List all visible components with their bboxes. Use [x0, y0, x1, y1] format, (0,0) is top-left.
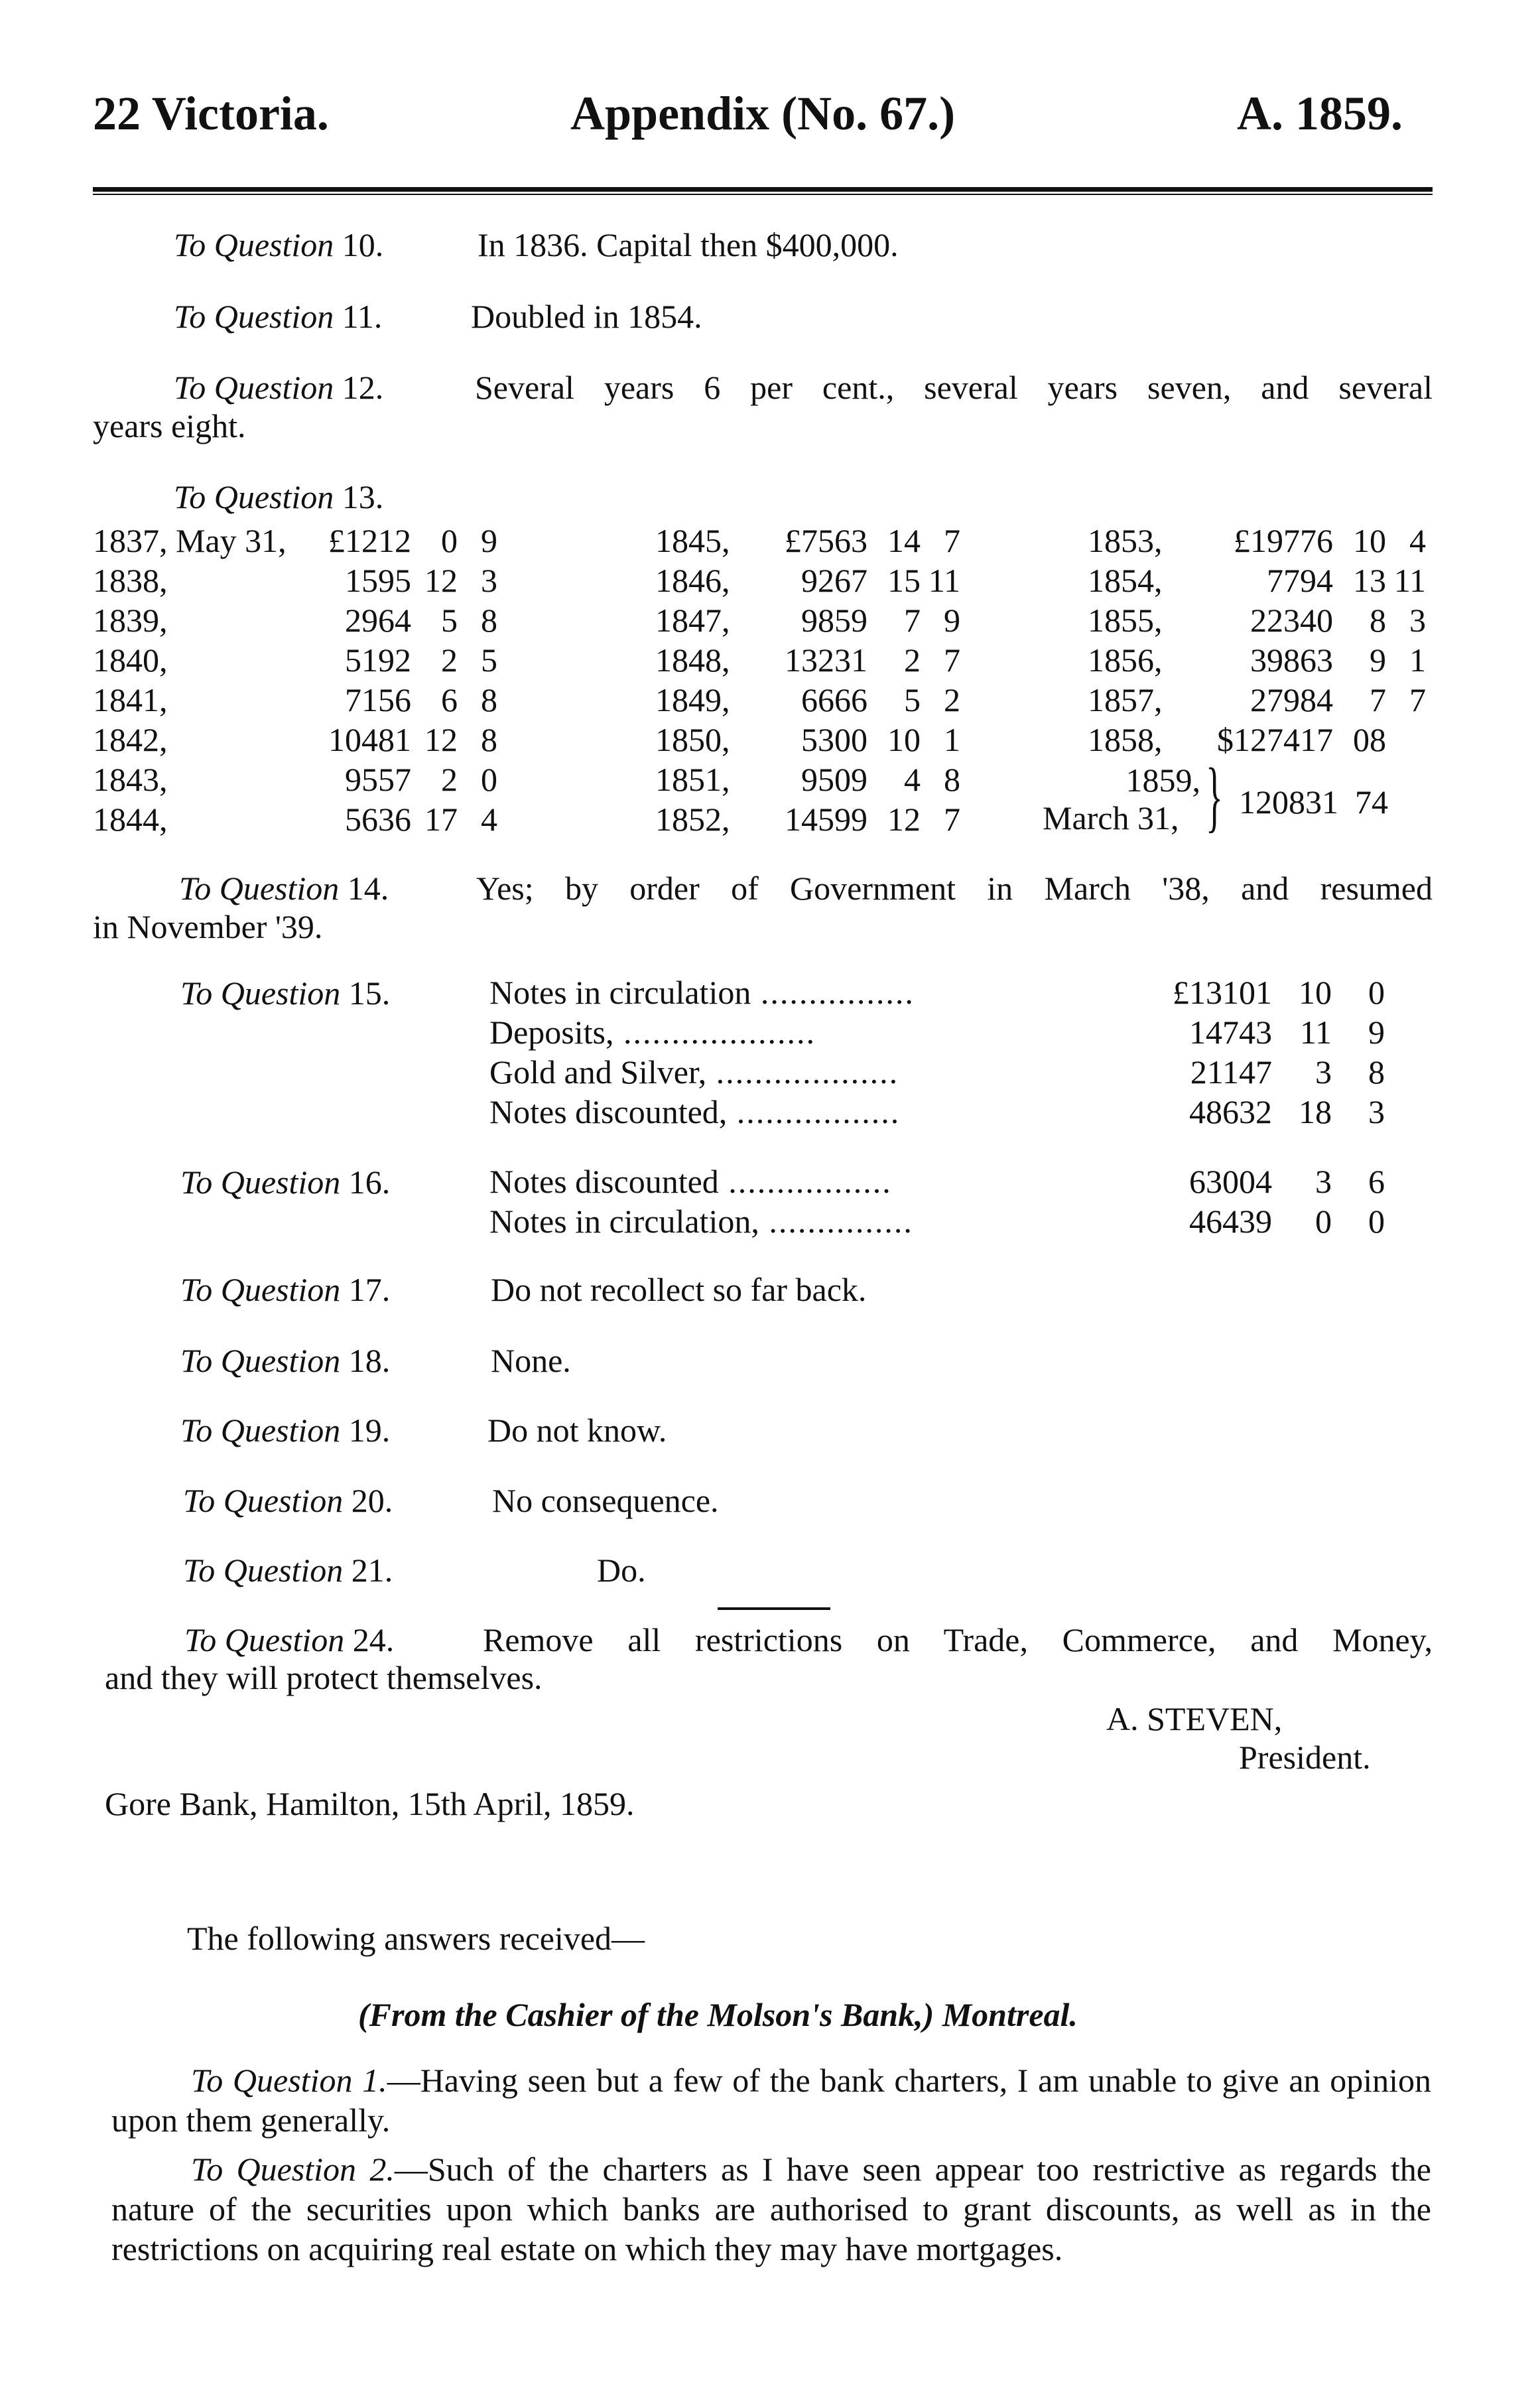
profit-shillings: 9 — [1370, 641, 1386, 679]
profit-pounds: 9509 — [801, 761, 867, 798]
profit-shillings: 5 — [904, 681, 921, 718]
profit-row — [93, 720, 497, 760]
dot-leader: ............... — [759, 1203, 913, 1240]
profit-pence — [1386, 720, 1426, 760]
question-15-label: To Question 15. — [180, 974, 391, 1012]
statement-shillings: 0 — [1315, 1203, 1332, 1240]
profit-row — [655, 600, 960, 640]
statement-row — [489, 1092, 1385, 1132]
statement-shillings: 10 — [1299, 974, 1332, 1011]
profit-pence: 8 — [481, 721, 497, 758]
dot-leader: ................. — [718, 1163, 892, 1200]
statement-label: Notes discounted — [489, 1163, 719, 1200]
profit-pounds: 9859 — [801, 602, 867, 639]
profit-pence: 1 — [1409, 641, 1426, 679]
profit-pounds: 13231 — [785, 641, 867, 679]
signature-name: A. STEVEN, — [1106, 1700, 1283, 1737]
signature-title: President. — [1239, 1739, 1371, 1776]
profit-row — [1088, 600, 1426, 640]
profit-year: 1856, — [1088, 641, 1163, 679]
question-20-label: To Question 20. — [183, 1482, 393, 1519]
header-appendix: Appendix (No. 67.) — [570, 87, 956, 140]
question-14-label: To Question 14. — [179, 870, 389, 907]
profit-pounds: 1595 — [345, 562, 411, 599]
profit-pounds: 7794 — [1267, 562, 1333, 599]
profits-last-year: 1859, — [1125, 762, 1200, 799]
profit-pounds: £19776 — [1234, 522, 1333, 559]
profit-shillings: 08 — [1353, 721, 1386, 758]
from-line: (From the Cashier of the Molson's Bank,) Montreal. — [358, 1996, 1078, 2033]
statement-pence: 0 — [1368, 1203, 1385, 1240]
profit-row — [655, 640, 960, 680]
profit-year: 1847, — [655, 602, 730, 639]
profit-row — [1088, 640, 1426, 680]
profit-pounds: 6666 — [801, 681, 867, 718]
profit-pence: 7 — [944, 522, 960, 559]
question-24-label: To Question 24. — [184, 1621, 395, 1658]
profit-pounds: £1212 — [328, 522, 411, 559]
question-21-answer: Do. — [597, 1552, 646, 1589]
profit-shillings: 2 — [441, 641, 458, 679]
statement-label: Gold and Silver, — [489, 1053, 707, 1091]
molson-answer-2: To Question 2.—Such of the charters as I have seen appear too restrictive as regards the nature of the securities upon which banks are authorised to grant discounts, as well as in the restrictions on acquiring real estate on which they may have mortgages. — [111, 2151, 1431, 2267]
profit-row — [655, 720, 960, 760]
question-13-label: To Question 13. — [174, 478, 384, 515]
question-21-label: To Question 21. — [183, 1552, 393, 1589]
profit-year: 1838, — [93, 562, 168, 599]
profit-row — [93, 680, 497, 720]
statement-pence: 3 — [1368, 1093, 1385, 1130]
question-20-answer: No consequence. — [492, 1482, 719, 1519]
profit-row — [655, 799, 960, 839]
profit-row — [93, 600, 497, 640]
profit-shillings: 12 — [424, 562, 458, 599]
question-18-answer: None. — [491, 1342, 571, 1379]
molson-answer-1: To Question 1.—Having seen but a few of the bank charters, I am unable to give an opinion upon them generally. — [111, 2062, 1432, 2139]
profit-pounds: 5636 — [345, 801, 411, 838]
statement-pounds: 48632 — [1189, 1093, 1272, 1130]
question-17-label: To Question 17. — [180, 1271, 391, 1308]
question-15-table — [489, 972, 1385, 1132]
profit-row — [1088, 561, 1426, 600]
dot-leader: ................ — [751, 974, 915, 1011]
statement-row — [489, 1201, 1385, 1241]
question-16-label: To Question 16. — [180, 1164, 391, 1201]
dot-leader: ................. — [727, 1093, 901, 1130]
profit-shillings: 7 — [1370, 681, 1386, 718]
question-10-label: To Question 10. — [174, 226, 384, 263]
profits-column-2 — [655, 521, 960, 839]
profit-pence: 7 — [1409, 681, 1426, 718]
profit-shillings: 2 — [441, 761, 458, 798]
statement-label: Notes discounted, — [489, 1093, 728, 1130]
profit-row — [93, 799, 497, 839]
statement-shillings: 18 — [1299, 1093, 1332, 1130]
question-17-answer: Do not recollect so far back. — [491, 1271, 867, 1308]
profit-year: 1846, — [655, 562, 730, 599]
profit-pounds: 39863 — [1250, 641, 1333, 679]
section-divider — [718, 1607, 830, 1610]
statement-shillings: 3 — [1315, 1053, 1332, 1091]
profit-pounds: 27984 — [1250, 681, 1333, 718]
place-date: Gore Bank, Hamilton, 15th April, 1859. — [105, 1785, 635, 1822]
profit-pounds: $127417 — [1217, 721, 1333, 758]
profit-year: 1848, — [655, 641, 730, 679]
profit-year: 1855, — [1088, 602, 1163, 639]
profit-pence: 4 — [1409, 522, 1426, 559]
profit-pounds: 10481 — [328, 721, 411, 758]
profit-shillings: 10 — [887, 721, 921, 758]
profit-shillings: 0 — [441, 522, 458, 559]
profit-pounds: 14599 — [785, 801, 867, 838]
profit-pounds: 2964 — [345, 602, 411, 639]
statement-shillings: 11 — [1299, 1014, 1332, 1051]
profit-pence: 11 — [1393, 562, 1426, 599]
profit-row — [93, 521, 497, 561]
question-19-answer: Do not know. — [487, 1412, 667, 1449]
question-19-label: To Question 19. — [180, 1412, 391, 1449]
profit-row — [93, 640, 497, 680]
profit-year: 1842, — [93, 721, 168, 758]
profit-row — [1088, 720, 1426, 760]
statement-pounds: £13101 — [1173, 974, 1272, 1011]
dot-leader: .................... — [613, 1014, 816, 1051]
profit-year: 1857, — [1088, 681, 1163, 718]
brace-glyph: } — [1206, 752, 1223, 840]
profit-year: 1843, — [93, 761, 168, 798]
profit-shillings: 14 — [887, 522, 921, 559]
profits-last-amount: 120831 74 — [1239, 783, 1388, 821]
profit-shillings: 10 — [1353, 522, 1386, 559]
profit-pence: 9 — [481, 522, 497, 559]
profits-column-3 — [1088, 521, 1426, 760]
profit-pence: 8 — [944, 761, 960, 798]
question-11-label: To Question 11. — [174, 298, 383, 335]
statement-shillings: 3 — [1315, 1163, 1332, 1200]
profit-pence: 11 — [928, 562, 960, 599]
profit-pence: 2 — [944, 681, 960, 718]
profit-year: 1837, May 31, — [93, 522, 287, 559]
statement-pence: 9 — [1368, 1014, 1385, 1051]
profit-year: 1844, — [93, 801, 168, 838]
profit-pence: 1 — [944, 721, 960, 758]
statement-pounds: 21147 — [1190, 1053, 1272, 1091]
profit-pence: 3 — [1409, 602, 1426, 639]
profit-year: 1858, — [1088, 721, 1163, 758]
profit-pence: 0 — [481, 761, 497, 798]
statement-row — [489, 1162, 1385, 1201]
profit-year: 1849, — [655, 681, 730, 718]
profits-last-date: March 31, — [1043, 799, 1179, 836]
profit-shillings: 17 — [424, 801, 458, 838]
profit-pence: 9 — [944, 602, 960, 639]
statement-pence: 6 — [1368, 1163, 1385, 1200]
question-12-answer-cont: years eight. — [93, 407, 246, 444]
profit-pounds: 5300 — [801, 721, 867, 758]
question-12-answer: Several years 6 per cent., several years seven, and several — [475, 369, 1433, 406]
statement-label: Deposits, — [489, 1014, 614, 1051]
profit-row — [655, 760, 960, 799]
profit-pence: 5 — [481, 641, 497, 679]
header-rule — [93, 187, 1433, 192]
statement-pounds: 46439 — [1189, 1203, 1272, 1240]
statement-row — [489, 972, 1385, 1012]
following-heading: The following answers received— — [187, 1920, 645, 1957]
profits-column-1 — [93, 521, 497, 839]
profit-year: 1839, — [93, 602, 168, 639]
header-volume: 22 Victoria. — [93, 87, 329, 140]
question-14-answer-cont: in November '39. — [93, 908, 323, 945]
profit-pounds: 7156 — [345, 681, 411, 718]
question-24-answer: Remove all restrictions on Trade, Commerce, and Money, — [483, 1621, 1433, 1658]
question-24-answer-cont: and they will protect themselves. — [105, 1659, 543, 1696]
question-10-answer: In 1836. Capital then $400,000. — [478, 226, 899, 263]
profit-row — [655, 521, 960, 561]
profit-year: 1853, — [1088, 522, 1163, 559]
profit-pence: 4 — [481, 801, 497, 838]
profit-year: 1850, — [655, 721, 730, 758]
profit-shillings: 7 — [904, 602, 921, 639]
profit-pounds: 9267 — [801, 562, 867, 599]
statement-pounds: 63004 — [1189, 1163, 1272, 1200]
profit-pounds: 5192 — [345, 641, 411, 679]
profit-shillings: 8 — [1370, 602, 1386, 639]
profit-pounds: £7563 — [785, 522, 867, 559]
statement-pence: 0 — [1368, 974, 1385, 1011]
profit-shillings: 5 — [441, 602, 458, 639]
profit-pounds: 22340 — [1250, 602, 1333, 639]
profit-year: 1852, — [655, 801, 730, 838]
profit-year: 1841, — [93, 681, 168, 718]
profit-shillings: 13 — [1353, 562, 1386, 599]
question-12-label: To Question 12. — [174, 369, 384, 406]
profit-pence: 3 — [481, 562, 497, 599]
question-11-answer: Doubled in 1854. — [471, 298, 702, 335]
profit-shillings: 12 — [424, 721, 458, 758]
profit-row — [655, 561, 960, 600]
profit-shillings: 6 — [441, 681, 458, 718]
profit-row — [1088, 680, 1426, 720]
profit-row — [655, 680, 960, 720]
profit-row — [1088, 521, 1426, 561]
profit-shillings: 4 — [904, 761, 921, 798]
profit-pounds: 9557 — [345, 761, 411, 798]
profit-shillings: 12 — [887, 801, 921, 838]
profit-pence: 7 — [944, 801, 960, 838]
profit-year: 1840, — [93, 641, 168, 679]
question-16-table — [489, 1162, 1385, 1241]
header-year: A. 1859. — [1237, 87, 1403, 140]
profit-shillings: 2 — [904, 641, 921, 679]
profit-row — [93, 561, 497, 600]
statement-row — [489, 1012, 1385, 1052]
statement-label: Notes in circulation, — [489, 1203, 759, 1240]
statement-label: Notes in circulation — [489, 974, 751, 1011]
profit-year: 1851, — [655, 761, 730, 798]
profit-year: 1854, — [1088, 562, 1163, 599]
profit-pence: 7 — [944, 641, 960, 679]
statement-pence: 8 — [1368, 1053, 1385, 1091]
statement-row — [489, 1052, 1385, 1092]
profit-shillings: 15 — [887, 562, 921, 599]
profit-pence: 8 — [481, 602, 497, 639]
statement-pounds: 14743 — [1189, 1014, 1272, 1051]
profit-row — [93, 760, 497, 799]
question-18-label: To Question 18. — [180, 1342, 391, 1379]
header-rule-thin — [93, 194, 1433, 195]
profit-pence: 8 — [481, 681, 497, 718]
profit-year: 1845, — [655, 522, 730, 559]
question-14-answer: Yes; by order of Government in March '38, and resumed — [476, 870, 1433, 907]
dot-leader: ................... — [706, 1053, 899, 1091]
